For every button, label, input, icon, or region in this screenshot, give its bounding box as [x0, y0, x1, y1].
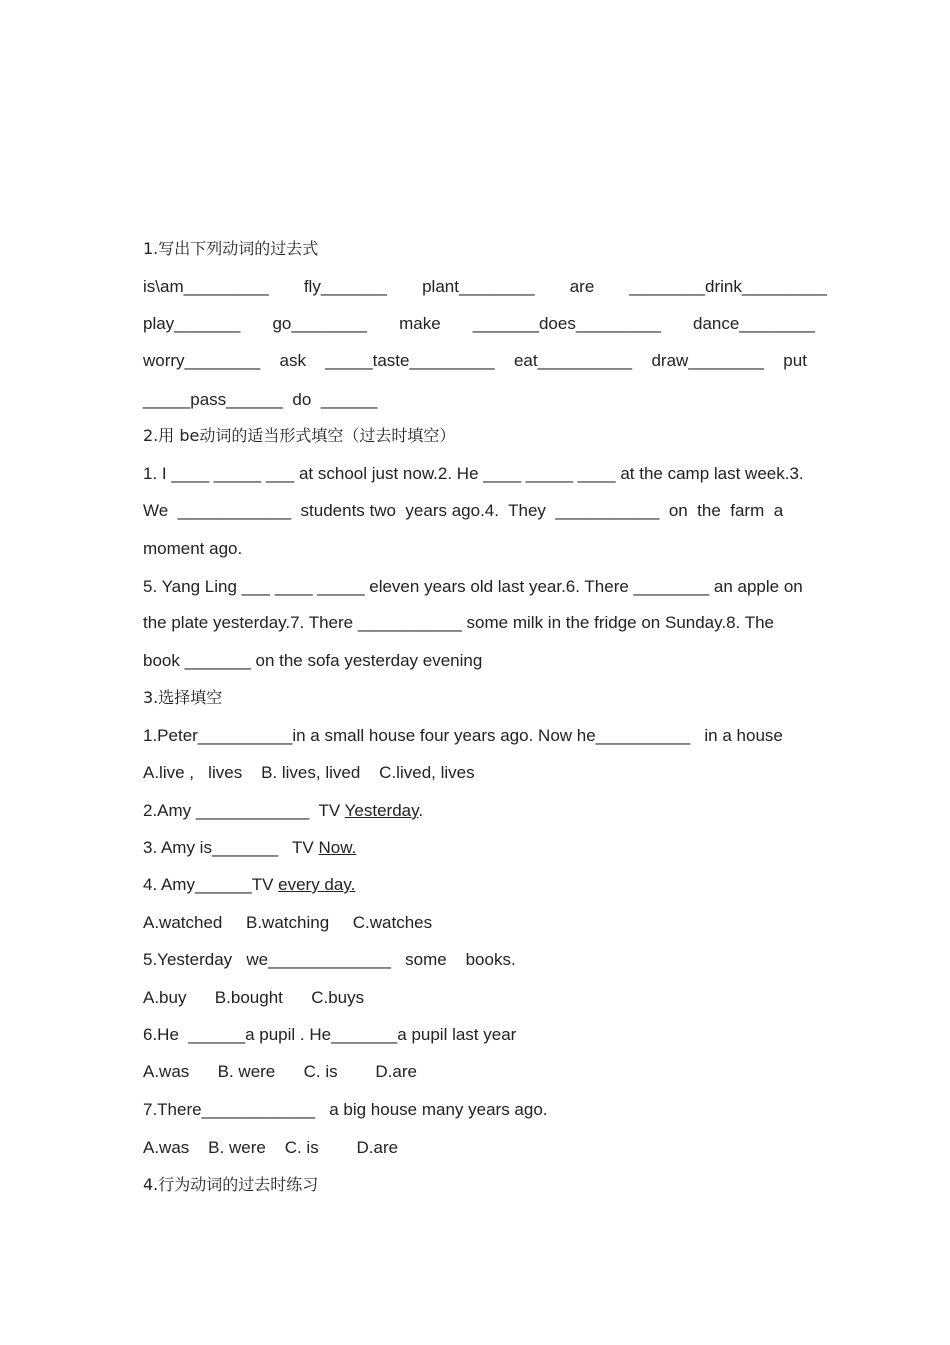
verb-item: ask [279, 351, 307, 370]
verb-item: ______ [320, 390, 378, 409]
question-2-4-options: A.watched B.watching C.watches [143, 913, 433, 932]
question-2-text: 2.Amy ____________ TV [143, 801, 345, 820]
question-7: 7.There____________ a big house many years ago. [143, 1100, 548, 1119]
be-line-2: We ____________ students two years ago.4. They ___________ on the farm a [143, 501, 784, 520]
be-line-6: book _______ on the sofa yesterday evening [143, 651, 483, 670]
question-4-text: 4. Amy______TV [143, 875, 279, 894]
verb-item: put [783, 351, 807, 370]
verb-row-2 [143, 314, 815, 334]
verb-item: play_______ [143, 314, 241, 333]
verb-item: are [569, 277, 595, 296]
be-line-4: 5. Yang Ling ___ ____ _____ eleven years old last year.6. There ________ an apple on [143, 577, 803, 596]
question-2-end: . [418, 801, 424, 820]
question-3 [143, 838, 356, 858]
question-5-options: A.buy B.bought C.buys [143, 988, 365, 1007]
verb-item: _____taste_________ [325, 351, 495, 370]
question-6-options: A.was B. were C. is D.are [143, 1062, 417, 1081]
verb-item: _____pass______ [143, 390, 283, 409]
question-7-options: A.was B. were C. is D.are [143, 1138, 399, 1157]
question-2-keyword: Yesterday [344, 801, 419, 820]
verb-item: is\am_________ [143, 277, 269, 296]
verb-item: plant________ [422, 277, 535, 296]
question-5: 5.Yesterday we_____________ some books. [143, 950, 516, 969]
verb-item: eat__________ [513, 351, 633, 370]
verb-item: ________drink_________ [629, 277, 827, 296]
question-2 [143, 801, 423, 821]
section1-heading: 1.写出下列动词的过去式 [143, 239, 319, 258]
question-4-keyword: every day. [278, 875, 356, 894]
verb-item: dance________ [693, 314, 815, 333]
question-3-text: 3. Amy is_______ TV [143, 838, 319, 857]
verb-row-3 [143, 351, 807, 371]
verb-item: make [399, 314, 441, 333]
be-line-5: the plate yesterday.7. There ___________ some milk in the fridge on Sunday.8. The [143, 613, 774, 632]
question-4 [143, 875, 355, 895]
question-1-options: A.live , lives B. lives, lived C.lived, lives [143, 763, 475, 782]
verb-item: do [292, 390, 312, 409]
section4-heading: 4.行为动词的过去时练习 [143, 1175, 319, 1194]
question-3-keyword: Now. [318, 838, 357, 857]
verb-item: go________ [272, 314, 368, 333]
be-line-1: 1. I ____ _____ ___ at school just now.2. He ____ _____ ____ at the camp last week.3. [143, 464, 804, 483]
section3-heading: 3.选择填空 [143, 688, 223, 707]
verb-item: worry________ [143, 351, 261, 370]
verb-row-1 [143, 277, 827, 297]
verb-item: draw________ [651, 351, 764, 370]
verb-row-4 [143, 390, 377, 410]
verb-item: fly_______ [303, 277, 387, 296]
be-line-3: moment ago. [143, 539, 243, 558]
question-6: 6.He ______a pupil . He_______a pupil last year [143, 1025, 517, 1044]
section2-heading: 2.用 be动词的适当形式填空（过去时填空） [143, 426, 456, 445]
verb-item: _______does_________ [472, 314, 661, 333]
question-1: 1.Peter__________in a small house four years ago. Now he__________ in a house [143, 726, 783, 745]
